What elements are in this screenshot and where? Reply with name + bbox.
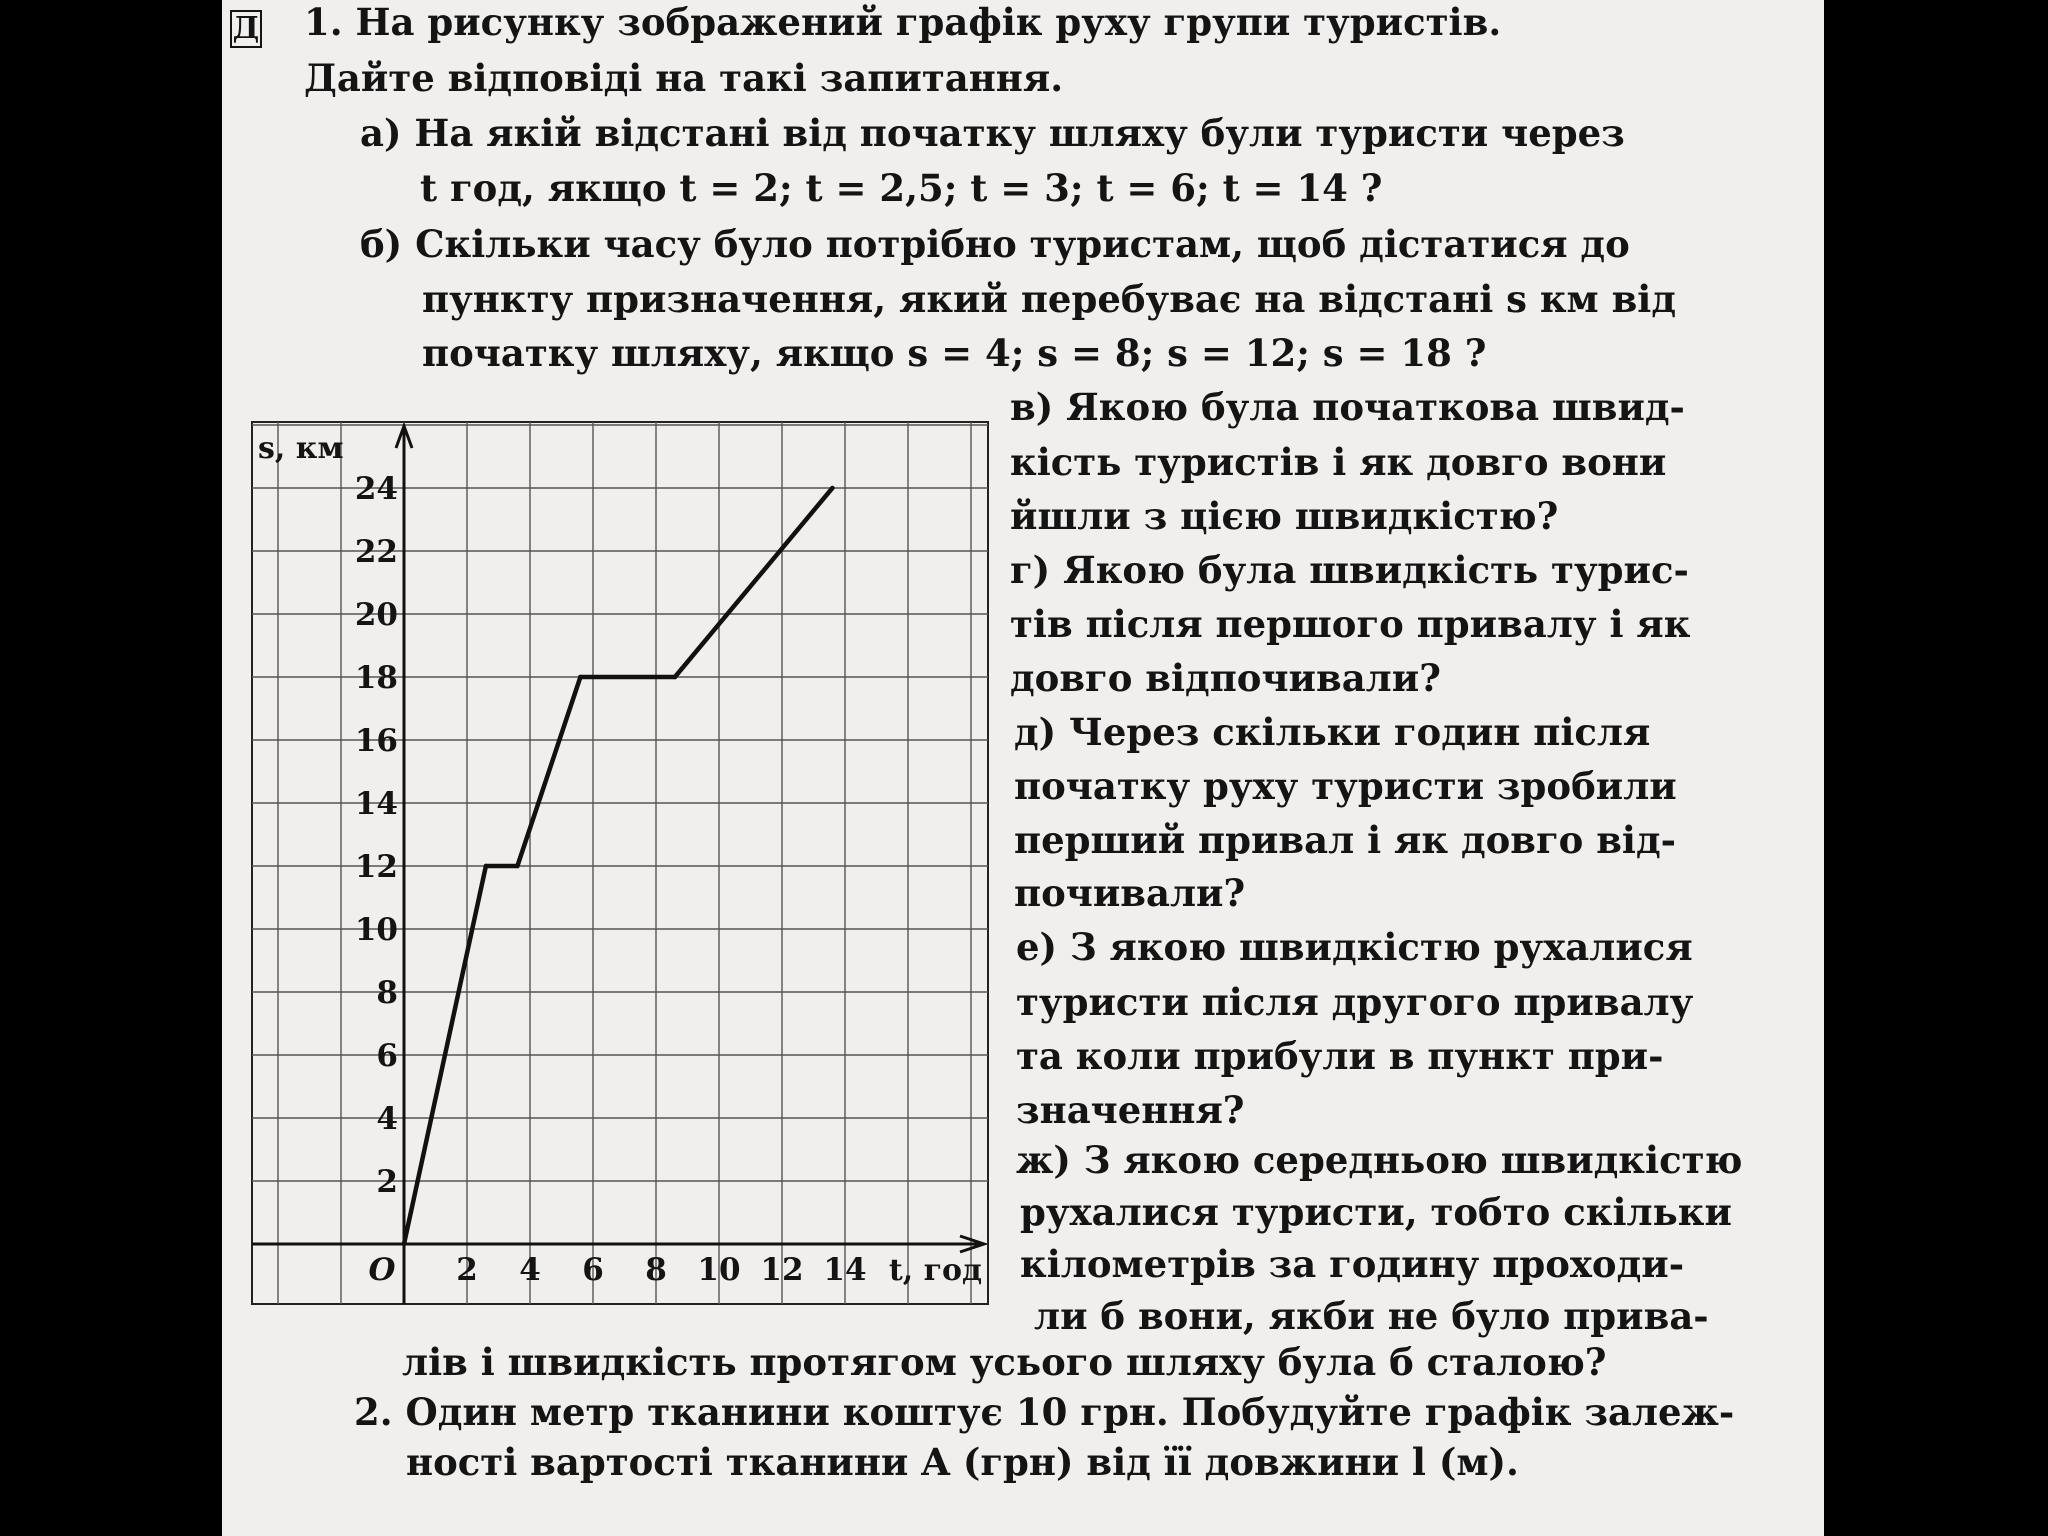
question-zh-tail: лів і швидкість протягом усього шляху була б сталою? (402, 1340, 1607, 1384)
exercise-level-marker: Д (230, 10, 262, 48)
origin-label: O (368, 1252, 396, 1288)
y-tick-label: 4 (376, 1101, 398, 1137)
task1-line2: Дайте відповіді на такі запитання. (304, 56, 1064, 100)
x-tick-label: 14 (823, 1252, 867, 1288)
y-tick-label: 20 (354, 597, 398, 633)
question-zh-line3: кілометрів за годину проходи- (1020, 1242, 1685, 1286)
question-a (360, 111, 1625, 155)
question-e-line3: та коли прибули в пункт при- (1016, 1034, 1664, 1078)
y-tick-label: 8 (376, 975, 398, 1011)
task2-line1: Один метр тканини коштує 10 грн. Побудуйте графік залеж- (405, 1390, 1735, 1434)
x-axis-label: t, год (888, 1253, 982, 1288)
question-v-line2: кість туристів і як довго вони (1010, 440, 1667, 484)
y-tick-label: 16 (354, 723, 398, 759)
x-tick-label: 8 (645, 1252, 667, 1288)
y-tick-label: 22 (354, 534, 398, 570)
task2-number: 2. (354, 1390, 393, 1434)
y-tick-label: 10 (354, 912, 398, 948)
task2-line2: ності вартості тканини A (грн) від її довжини l (м). (406, 1440, 1519, 1484)
question-g (1010, 548, 1689, 592)
task1-intro (304, 0, 1501, 44)
question-d-label: д) (1014, 710, 1057, 754)
data-point (402, 1242, 407, 1247)
x-tick-label: 12 (760, 1252, 804, 1288)
textbook-page (222, 0, 1824, 1536)
y-tick-label: 6 (376, 1038, 398, 1074)
question-b-label: б) (360, 222, 403, 266)
question-d (1014, 710, 1650, 754)
question-b-line3: початку шляху, якщо s = 4; s = 8; s = 12; s = 18 ? (422, 331, 1487, 375)
question-g-label: г) (1010, 548, 1051, 592)
question-zh-line1: З якою середньою швидкістю (1083, 1138, 1743, 1182)
data-point (673, 675, 678, 680)
question-b-line2: пункту призначення, який перебуває на відстані s км від (422, 277, 1677, 321)
question-a-line1: На якій відстані від початку шляху були туристи через (414, 111, 1625, 155)
question-v-line3: йшли з цією швидкістю? (1010, 494, 1559, 538)
question-d-line4: почивали? (1014, 871, 1246, 915)
x-tick-label: 2 (456, 1252, 478, 1288)
data-point (484, 864, 489, 869)
y-tick-label: 14 (354, 786, 398, 822)
distance-time-chart (232, 418, 992, 1308)
x-tick-label: 6 (582, 1252, 604, 1288)
data-point (830, 486, 835, 491)
task2 (354, 1390, 1734, 1434)
x-tick-label: 10 (697, 1252, 741, 1288)
y-tick-label: 12 (354, 849, 398, 885)
question-g-line3: довго відпочивали? (1010, 656, 1441, 700)
question-e-line1: З якою швидкістю рухалися (1069, 925, 1693, 969)
data-point (578, 675, 583, 680)
question-v-label: в) (1010, 385, 1054, 429)
question-e (1016, 925, 1693, 969)
question-zh (1016, 1138, 1742, 1182)
question-b (360, 222, 1630, 266)
y-tick-label: 18 (354, 660, 398, 696)
task1-number: 1. (304, 0, 343, 44)
question-a-label: а) (360, 111, 402, 155)
data-point (515, 864, 520, 869)
y-axis-label: s, км (258, 431, 344, 466)
question-e-line4: значення? (1016, 1088, 1245, 1132)
question-g-line1: Якою була швидкість турис- (1063, 548, 1689, 592)
question-d-line1: Через скільки годин після (1069, 710, 1651, 754)
question-e-line2: туристи після другого привалу (1016, 980, 1694, 1024)
question-g-line2: тів після першого привалу і як (1010, 602, 1691, 646)
question-zh-label: ж) (1016, 1138, 1071, 1182)
question-d-line2: початку руху туристи зробили (1014, 764, 1677, 808)
question-a-line2: t год, якщо t = 2; t = 2,5; t = 3; t = 6; t = 14 ? (420, 166, 1383, 210)
question-e-label: е) (1016, 925, 1058, 969)
y-tick-label: 24 (354, 471, 398, 507)
question-d-line3: перший привал і як довго від- (1014, 818, 1677, 862)
question-zh-line4: ли б вони, якби не було прива- (1034, 1294, 1709, 1338)
question-v (1010, 385, 1685, 429)
x-tick-label: 4 (519, 1252, 541, 1288)
question-v-line1: Якою була початкова швид- (1066, 385, 1685, 429)
question-b-line1: Скільки часу було потрібно туристам, щоб дістатися до (415, 222, 1630, 266)
task1-line1: На рисунку зображений графік руху групи туристів. (355, 0, 1502, 44)
question-zh-line2: рухалися туристи, тобто скільки (1020, 1190, 1732, 1234)
y-tick-label: 2 (376, 1164, 398, 1200)
